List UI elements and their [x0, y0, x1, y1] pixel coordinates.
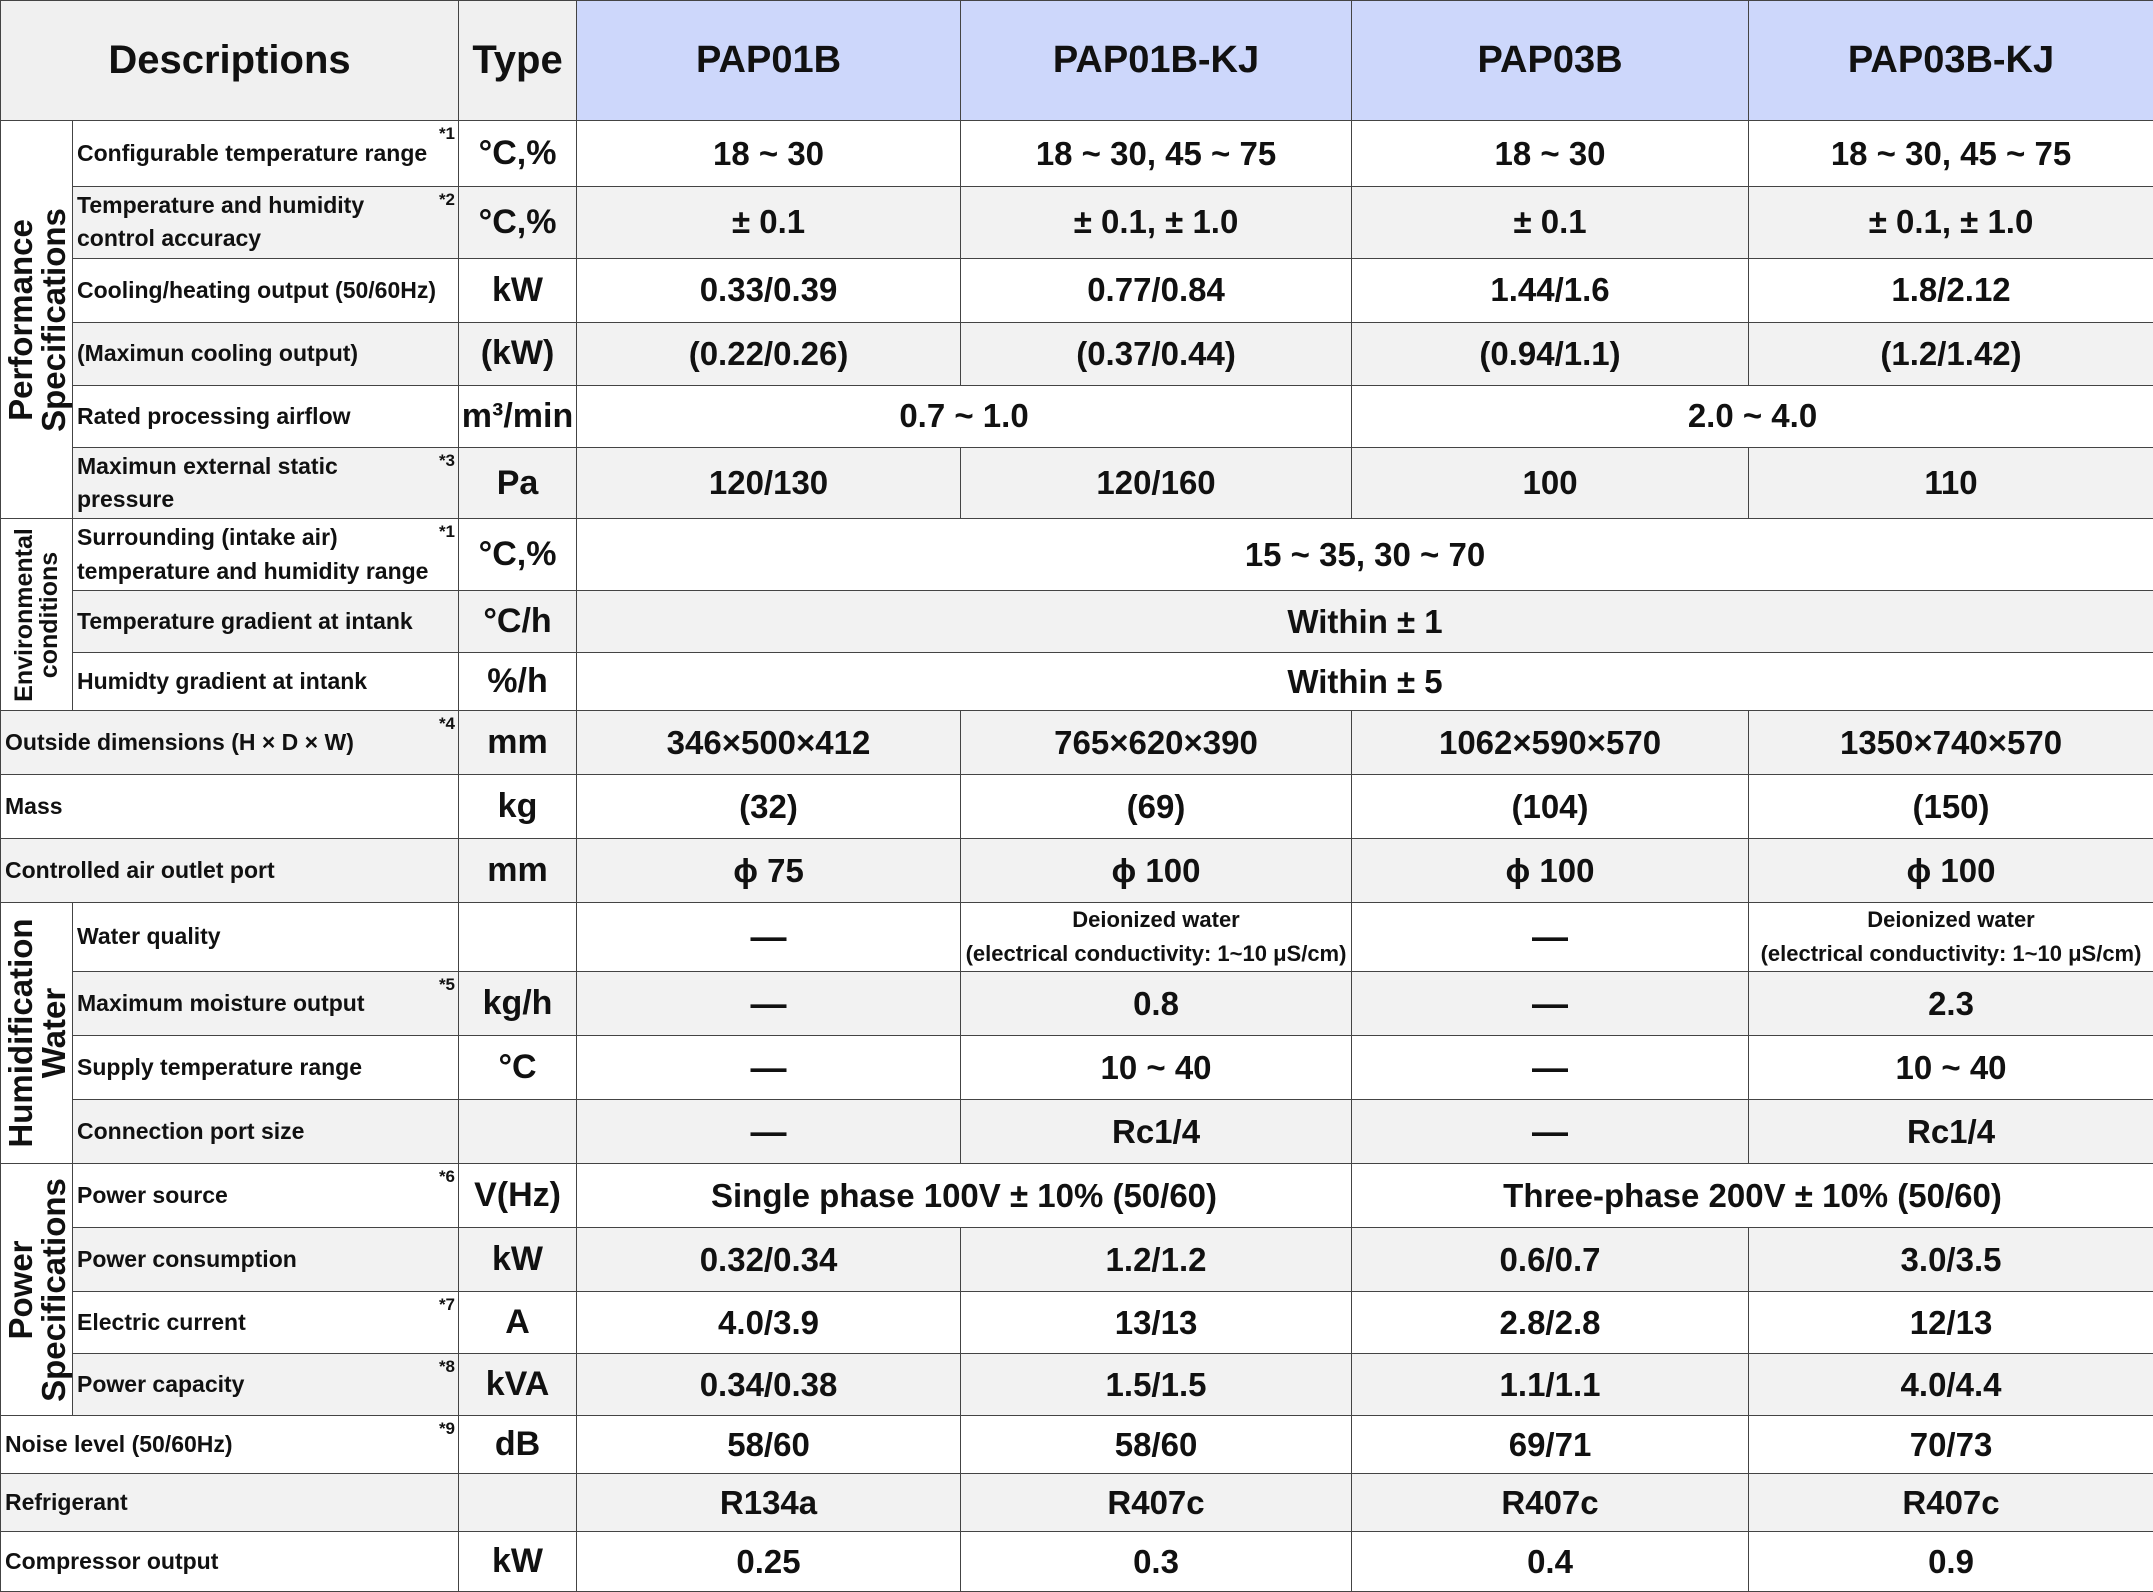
- row-description: [1, 711, 459, 775]
- row-description: [73, 1036, 459, 1100]
- row-unit: %/h: [459, 653, 577, 711]
- footnote-marker: *7: [439, 1293, 455, 1318]
- value-cell: 58/60: [961, 1416, 1352, 1474]
- row-unit: °C,%: [459, 187, 577, 259]
- row-description-text: Surrounding (intake air) temperature and humidity range: [77, 524, 428, 583]
- value-cell: —: [1352, 1036, 1749, 1100]
- value-cell: 100: [1352, 447, 1749, 519]
- row-description-text: Humidty gradient at intank: [77, 668, 367, 694]
- value-cell: 1062×590×570: [1352, 711, 1749, 775]
- value-cell: 4.0/4.4: [1749, 1354, 2153, 1416]
- spec-row: [1, 519, 2153, 591]
- value-cell: ϕ 100: [961, 839, 1352, 903]
- value-cell: (0.94/1.1): [1352, 322, 1749, 385]
- row-description: [73, 653, 459, 711]
- row-unit: °C: [459, 1036, 577, 1100]
- group-performance-specifications: [1, 121, 73, 519]
- value-cell: Deionized water (electrical conductivity: 1~10 μS/cm): [961, 903, 1352, 972]
- value-cell: —: [1352, 903, 1749, 972]
- value-cell: 58/60: [577, 1416, 961, 1474]
- value-cell: 0.7 ~ 1.0: [577, 385, 1352, 447]
- row-description: [73, 385, 459, 447]
- row-unit: mm: [459, 839, 577, 903]
- value-cell: (150): [1749, 775, 2153, 839]
- row-description-text: Refrigerant: [5, 1489, 128, 1515]
- value-cell: Deionized water (electrical conductivity: 1~10 μS/cm): [1749, 903, 2153, 972]
- row-unit: mm: [459, 711, 577, 775]
- row-description: [73, 1354, 459, 1416]
- row-unit: °C,%: [459, 121, 577, 187]
- spec-row: [1, 1416, 2153, 1474]
- row-description: [73, 1164, 459, 1228]
- group-power-specifications: [1, 1164, 73, 1416]
- row-unit: m³/min: [459, 385, 577, 447]
- row-description-text: (Maximun cooling output): [77, 340, 358, 366]
- value-cell: Single phase 100V ± 10% (50/60): [577, 1164, 1352, 1228]
- footnote-marker: *6: [439, 1165, 455, 1190]
- row-unit: [459, 1474, 577, 1532]
- value-cell: 2.3: [1749, 972, 2153, 1036]
- value-cell: 0.34/0.38: [577, 1354, 961, 1416]
- value-cell: 69/71: [1352, 1416, 1749, 1474]
- spec-row: [1, 1036, 2153, 1100]
- row-description: [73, 187, 459, 259]
- value-cell: 0.32/0.34: [577, 1228, 961, 1292]
- value-cell: 0.3: [961, 1532, 1352, 1592]
- spec-row: [1, 653, 2153, 711]
- value-cell: 1.5/1.5: [961, 1354, 1352, 1416]
- value-cell: 1.1/1.1: [1352, 1354, 1749, 1416]
- row-description: [73, 591, 459, 653]
- value-cell: Within ± 5: [577, 653, 2153, 711]
- value-cell: 15 ~ 35, 30 ~ 70: [577, 519, 2153, 591]
- value-cell: 4.0/3.9: [577, 1292, 961, 1354]
- spec-row: [1, 1474, 2153, 1532]
- value-cell: 346×500×412: [577, 711, 961, 775]
- row-description: [73, 447, 459, 519]
- value-cell: 1.8/2.12: [1749, 258, 2153, 322]
- row-unit: kVA: [459, 1354, 577, 1416]
- spec-row: [1, 385, 2153, 447]
- value-cell: 0.77/0.84: [961, 258, 1352, 322]
- value-cell: 0.6/0.7: [1352, 1228, 1749, 1292]
- spec-row: [1, 839, 2153, 903]
- row-description-text: Temperature and humidity control accuracy: [77, 192, 364, 251]
- footnote-marker: *1: [439, 520, 455, 545]
- footnote-marker: *4: [439, 712, 455, 737]
- value-cell: R407c: [1749, 1474, 2153, 1532]
- row-description-text: Power consumption: [77, 1246, 297, 1272]
- model-header: PAP01B: [577, 1, 961, 121]
- row-description-text: Water quality: [77, 923, 221, 949]
- value-cell: —: [577, 1100, 961, 1164]
- value-cell: (32): [577, 775, 961, 839]
- row-description-text: Supply temperature range: [77, 1054, 362, 1080]
- row-description-text: Power capacity: [77, 1371, 244, 1397]
- spec-row: [1, 1228, 2153, 1292]
- row-description: [1, 839, 459, 903]
- spec-row: [1, 258, 2153, 322]
- value-cell: 13/13: [961, 1292, 1352, 1354]
- row-unit: [459, 903, 577, 972]
- value-cell: 0.25: [577, 1532, 961, 1592]
- row-unit: (kW): [459, 322, 577, 385]
- value-cell: 12/13: [1749, 1292, 2153, 1354]
- value-cell: 2.0 ~ 4.0: [1352, 385, 2153, 447]
- value-cell: R407c: [1352, 1474, 1749, 1532]
- value-cell: Rc1/4: [961, 1100, 1352, 1164]
- value-cell: 18 ~ 30, 45 ~ 75: [961, 121, 1352, 187]
- value-cell: 3.0/3.5: [1749, 1228, 2153, 1292]
- value-cell: 765×620×390: [961, 711, 1352, 775]
- row-description-text: Configurable temperature range: [77, 140, 427, 166]
- value-cell: 0.4: [1352, 1532, 1749, 1592]
- footnote-marker: *2: [439, 188, 455, 213]
- value-cell: 0.33/0.39: [577, 258, 961, 322]
- row-description-text: Mass: [5, 793, 63, 819]
- row-description-text: Outside dimensions (H × D × W): [5, 729, 354, 755]
- row-description: [1, 1532, 459, 1592]
- spec-row: [1, 711, 2153, 775]
- row-unit: [459, 1100, 577, 1164]
- row-description-text: Rated processing airflow: [77, 403, 351, 429]
- value-cell: ± 0.1, ± 1.0: [961, 187, 1352, 259]
- value-cell: Within ± 1: [577, 591, 2153, 653]
- row-description-text: Compressor output: [5, 1548, 218, 1574]
- value-cell: R407c: [961, 1474, 1352, 1532]
- value-cell: ± 0.1, ± 1.0: [1749, 187, 2153, 259]
- descriptions-header: Descriptions: [1, 1, 459, 121]
- value-cell: 18 ~ 30, 45 ~ 75: [1749, 121, 2153, 187]
- row-description: [73, 121, 459, 187]
- row-description-text: Cooling/heating output (50/60Hz): [77, 277, 436, 303]
- type-header: Type: [459, 1, 577, 121]
- footnote-marker: *9: [439, 1417, 455, 1442]
- value-cell: 10 ~ 40: [1749, 1036, 2153, 1100]
- value-cell: 120/160: [961, 447, 1352, 519]
- model-header: PAP01B-KJ: [961, 1, 1352, 121]
- row-description-text: Power source: [77, 1182, 228, 1208]
- header-row: [1, 1, 2153, 121]
- footnote-marker: *1: [439, 122, 455, 147]
- value-cell: (1.2/1.42): [1749, 322, 2153, 385]
- row-description-text: Electric current: [77, 1309, 246, 1335]
- value-cell: (0.22/0.26): [577, 322, 961, 385]
- row-unit: V(Hz): [459, 1164, 577, 1228]
- spec-row: [1, 1292, 2153, 1354]
- row-unit: kW: [459, 1532, 577, 1592]
- value-cell: ϕ 100: [1352, 839, 1749, 903]
- value-cell: 0.8: [961, 972, 1352, 1036]
- value-cell: 0.9: [1749, 1532, 2153, 1592]
- row-description: [73, 972, 459, 1036]
- value-cell: (104): [1352, 775, 1749, 839]
- row-unit: °C/h: [459, 591, 577, 653]
- footnote-marker: *8: [439, 1355, 455, 1380]
- value-cell: 120/130: [577, 447, 961, 519]
- value-cell: 1350×740×570: [1749, 711, 2153, 775]
- row-description-text: Maximum moisture output: [77, 990, 365, 1016]
- spec-row: [1, 121, 2153, 187]
- row-unit: kW: [459, 258, 577, 322]
- row-unit: kW: [459, 1228, 577, 1292]
- row-description-text: Noise level (50/60Hz): [5, 1431, 233, 1457]
- value-cell: 110: [1749, 447, 2153, 519]
- value-cell: —: [1352, 972, 1749, 1036]
- value-cell: —: [577, 1036, 961, 1100]
- value-cell: 18 ~ 30: [577, 121, 961, 187]
- spec-row: [1, 903, 2153, 972]
- value-cell: 10 ~ 40: [961, 1036, 1352, 1100]
- row-description-text: Connection port size: [77, 1118, 304, 1144]
- value-cell: ± 0.1: [1352, 187, 1749, 259]
- group-label: Environmental conditions: [12, 528, 62, 702]
- value-cell: (0.37/0.44): [961, 322, 1352, 385]
- row-description-text: Temperature gradient at intank: [77, 608, 413, 634]
- value-cell: Three-phase 200V ± 10% (50/60): [1352, 1164, 2153, 1228]
- spec-row: [1, 1164, 2153, 1228]
- value-cell: R134a: [577, 1474, 961, 1532]
- value-cell: —: [1352, 1100, 1749, 1164]
- group-label: Power Specifications: [4, 1178, 70, 1402]
- row-unit: dB: [459, 1416, 577, 1474]
- spec-row: [1, 972, 2153, 1036]
- row-unit: kg/h: [459, 972, 577, 1036]
- value-cell: 2.8/2.8: [1352, 1292, 1749, 1354]
- spec-row: [1, 775, 2153, 839]
- row-description: [73, 519, 459, 591]
- value-cell: ± 0.1: [577, 187, 961, 259]
- value-cell: ϕ 75: [577, 839, 961, 903]
- row-unit: kg: [459, 775, 577, 839]
- value-cell: Rc1/4: [1749, 1100, 2153, 1164]
- row-description: [1, 1416, 459, 1474]
- group-label: Humidification Water: [4, 919, 70, 1148]
- row-description: [73, 1100, 459, 1164]
- spec-row: [1, 187, 2153, 259]
- value-cell: (69): [961, 775, 1352, 839]
- model-header: PAP03B: [1352, 1, 1749, 121]
- row-description: [1, 1474, 459, 1532]
- row-description: [73, 1228, 459, 1292]
- row-description-text: Controlled air outlet port: [5, 857, 275, 883]
- row-description: [1, 775, 459, 839]
- row-description: [73, 903, 459, 972]
- value-cell: 70/73: [1749, 1416, 2153, 1474]
- value-cell: —: [577, 972, 961, 1036]
- spec-row: [1, 1532, 2153, 1592]
- spec-row: [1, 447, 2153, 519]
- model-header: PAP03B-KJ: [1749, 1, 2153, 121]
- value-cell: —: [577, 903, 961, 972]
- row-description-text: Maximun external static pressure: [77, 453, 338, 512]
- footnote-marker: *3: [439, 449, 455, 474]
- value-cell: 1.2/1.2: [961, 1228, 1352, 1292]
- row-unit: A: [459, 1292, 577, 1354]
- spec-row: [1, 1100, 2153, 1164]
- value-cell: ϕ 100: [1749, 839, 2153, 903]
- row-description: [73, 322, 459, 385]
- value-cell: 1.44/1.6: [1352, 258, 1749, 322]
- group-label: Performance Specifications: [4, 208, 70, 432]
- row-description: [73, 258, 459, 322]
- footnote-marker: *5: [439, 973, 455, 998]
- row-description: [73, 1292, 459, 1354]
- spec-row: [1, 591, 2153, 653]
- group-environmental-conditions: [1, 519, 73, 711]
- spec-row: [1, 1354, 2153, 1416]
- row-unit: Pa: [459, 447, 577, 519]
- spec-row: [1, 322, 2153, 385]
- value-cell: 18 ~ 30: [1352, 121, 1749, 187]
- group-humidification-water: [1, 903, 73, 1164]
- row-unit: °C,%: [459, 519, 577, 591]
